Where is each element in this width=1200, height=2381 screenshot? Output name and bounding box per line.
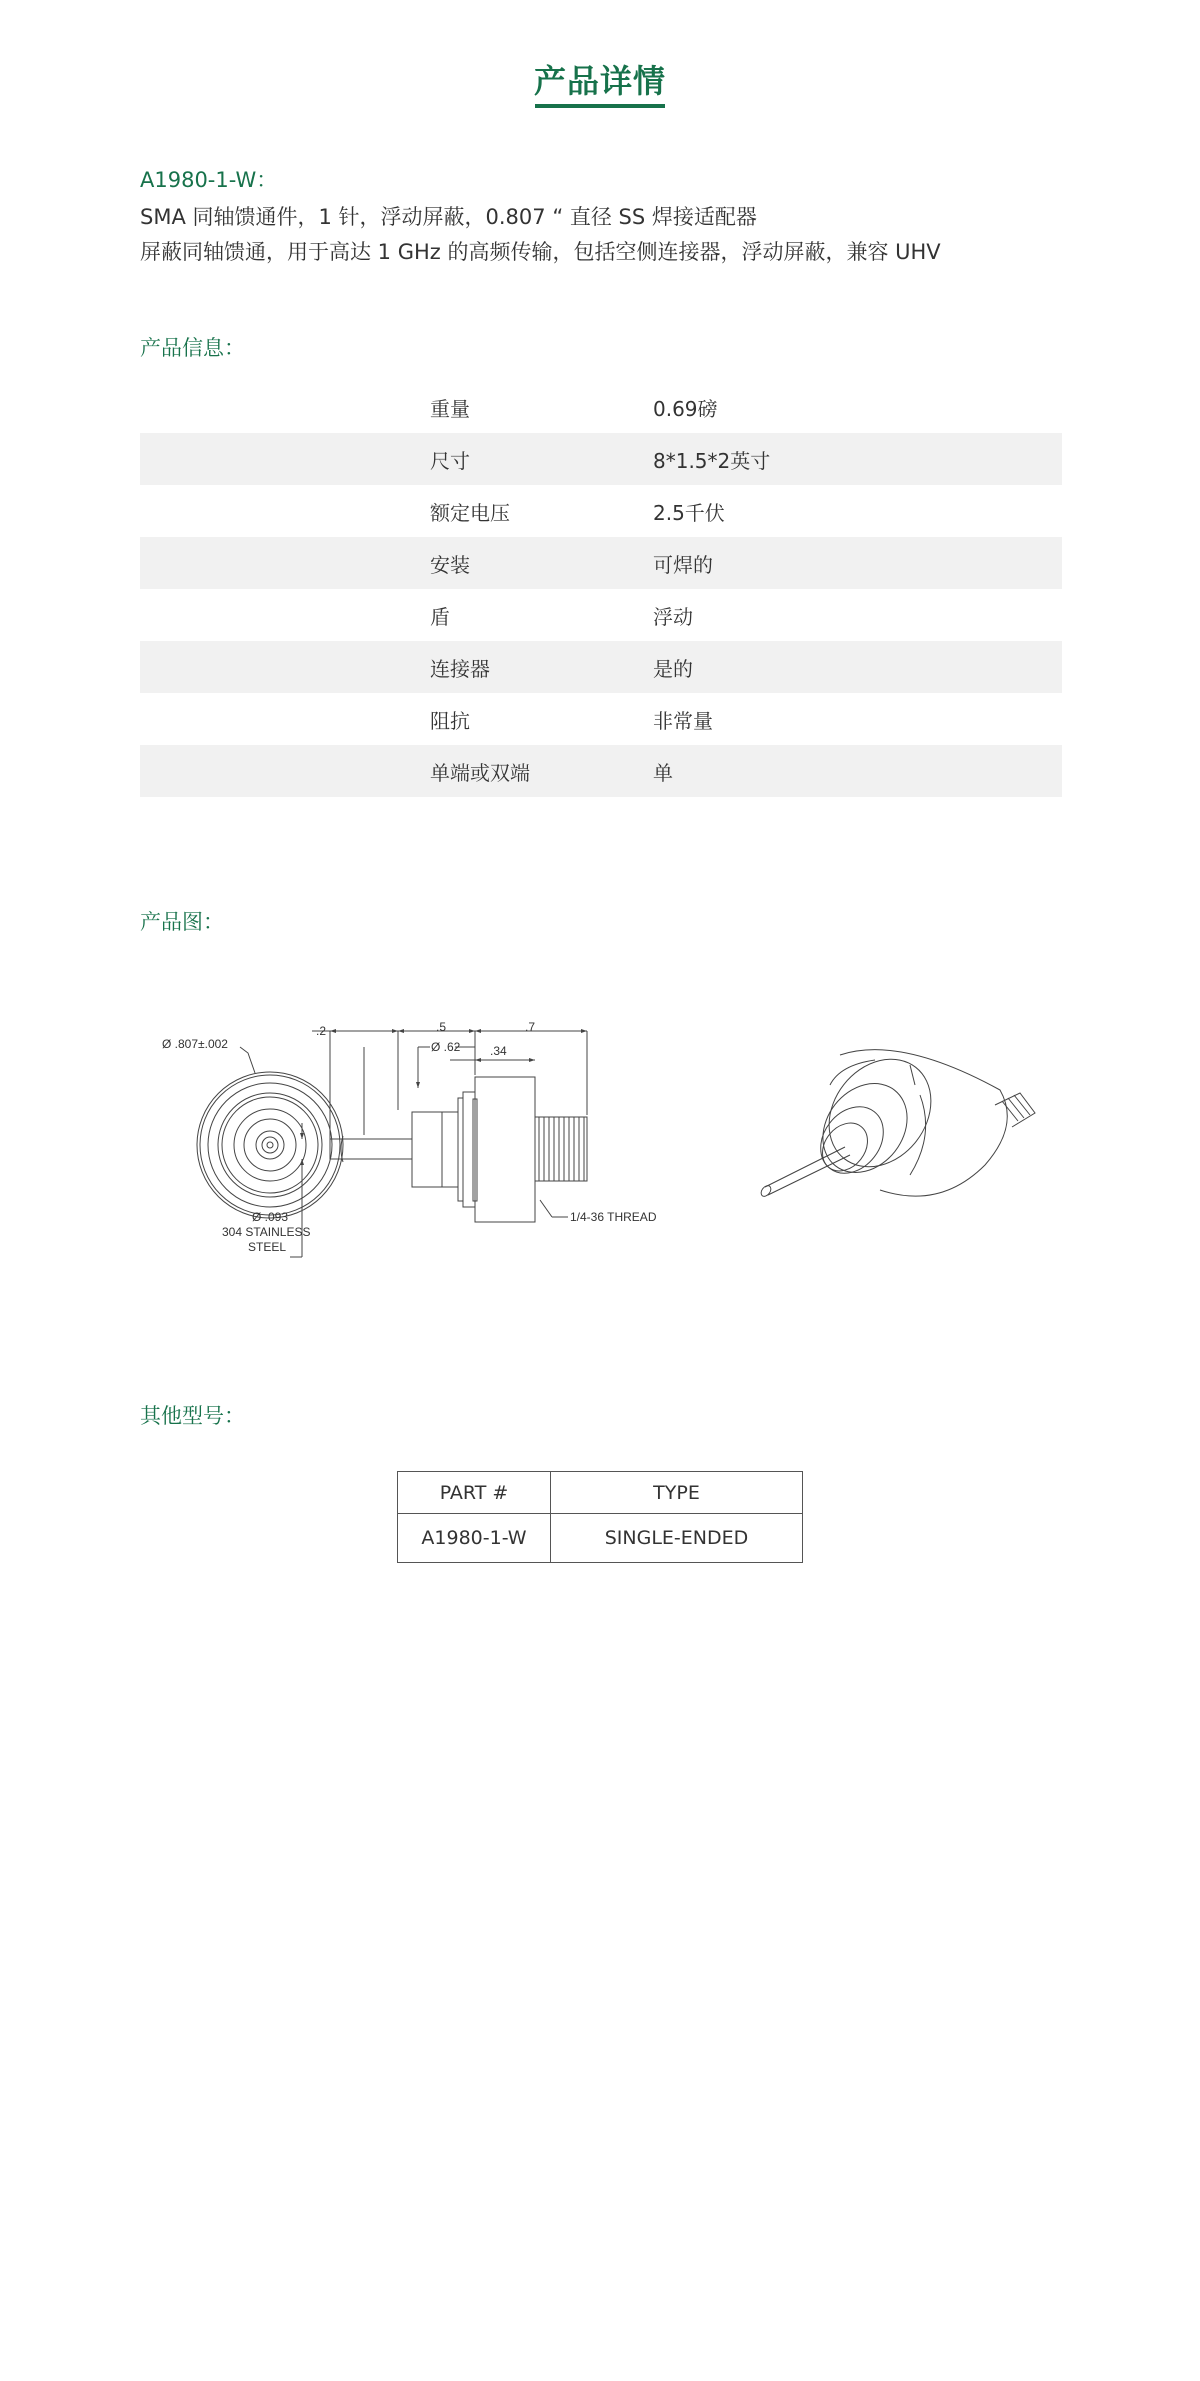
info-value: 可焊的 — [653, 537, 1062, 589]
info-row — [140, 381, 1062, 433]
info-row — [140, 693, 1062, 745]
info-label: 盾 — [430, 604, 450, 629]
product-description-line-2: 屏蔽同轴馈通，用于高达 1 GHz 的高频传输，包括空侧连接器，浮动屏蔽，兼容 UHV — [140, 240, 941, 264]
info-label: 尺寸 — [430, 433, 653, 485]
side-view — [290, 1031, 587, 1257]
product-description-line-1: SMA 同轴馈通件，1 针，浮动屏蔽，0.807 “ 直径 SS 焊接适配器 — [140, 205, 757, 229]
label-outer-diameter: Ø .807±.002 — [162, 1037, 228, 1051]
info-row — [140, 641, 1062, 693]
info-row — [140, 589, 1062, 641]
info-row — [140, 537, 1062, 589]
table-header-row — [398, 1472, 803, 1514]
label-dim-62: Ø .62 — [431, 1040, 461, 1054]
info-value: 2.5千伏 — [653, 500, 725, 525]
label-dim-2: .2 — [316, 1024, 327, 1038]
table-row — [398, 1514, 803, 1563]
info-value: 8*1.5*2英寸 — [653, 433, 1062, 485]
cell-part-number: A1980-1-W — [398, 1514, 551, 1563]
label-pin-material-1: 304 STAINLESS — [222, 1225, 311, 1239]
info-label: 重量 — [430, 396, 470, 421]
info-value: 0.69磅 — [653, 396, 718, 421]
product-drawing — [140, 995, 1060, 1275]
label-dim-5: .5 — [436, 1020, 447, 1034]
label-pin-material-2: STEEL — [248, 1240, 287, 1254]
other-models-heading: 其他型号： — [140, 1404, 245, 1428]
label-dim-34: .34 — [490, 1044, 507, 1058]
info-label: 阻抗 — [430, 708, 470, 733]
info-heading: 产品信息： — [140, 336, 245, 360]
info-table — [140, 381, 1062, 797]
info-value: 单 — [653, 745, 1062, 797]
other-models-table — [397, 1471, 803, 1563]
isometric-view — [759, 1039, 1035, 1198]
cell-type: SINGLE-ENDED — [551, 1514, 803, 1563]
info-value: 非常量 — [653, 708, 713, 733]
info-row — [140, 485, 1062, 537]
info-row — [140, 433, 1062, 485]
label-thread: 1/4-36 THREAD — [570, 1210, 657, 1224]
info-label: 额定电压 — [430, 500, 510, 525]
info-label: 安装 — [430, 537, 653, 589]
info-label: 连接器 — [430, 641, 653, 693]
label-pin-diameter: Ø .093 — [252, 1210, 289, 1224]
title-underline — [535, 104, 665, 108]
info-value: 是的 — [653, 641, 1062, 693]
column-header-type: TYPE — [551, 1472, 803, 1514]
page-title: 产品详情 — [533, 62, 666, 100]
info-value: 浮动 — [653, 604, 693, 629]
model-label: A1980-1-W： — [140, 168, 278, 192]
front-view — [197, 1047, 343, 1218]
info-label: 单端或双端 — [430, 745, 653, 797]
label-dim-7: .7 — [525, 1020, 536, 1034]
column-header-part: PART # — [398, 1472, 551, 1514]
drawing-heading: 产品图： — [140, 910, 224, 934]
info-row — [140, 745, 1062, 797]
